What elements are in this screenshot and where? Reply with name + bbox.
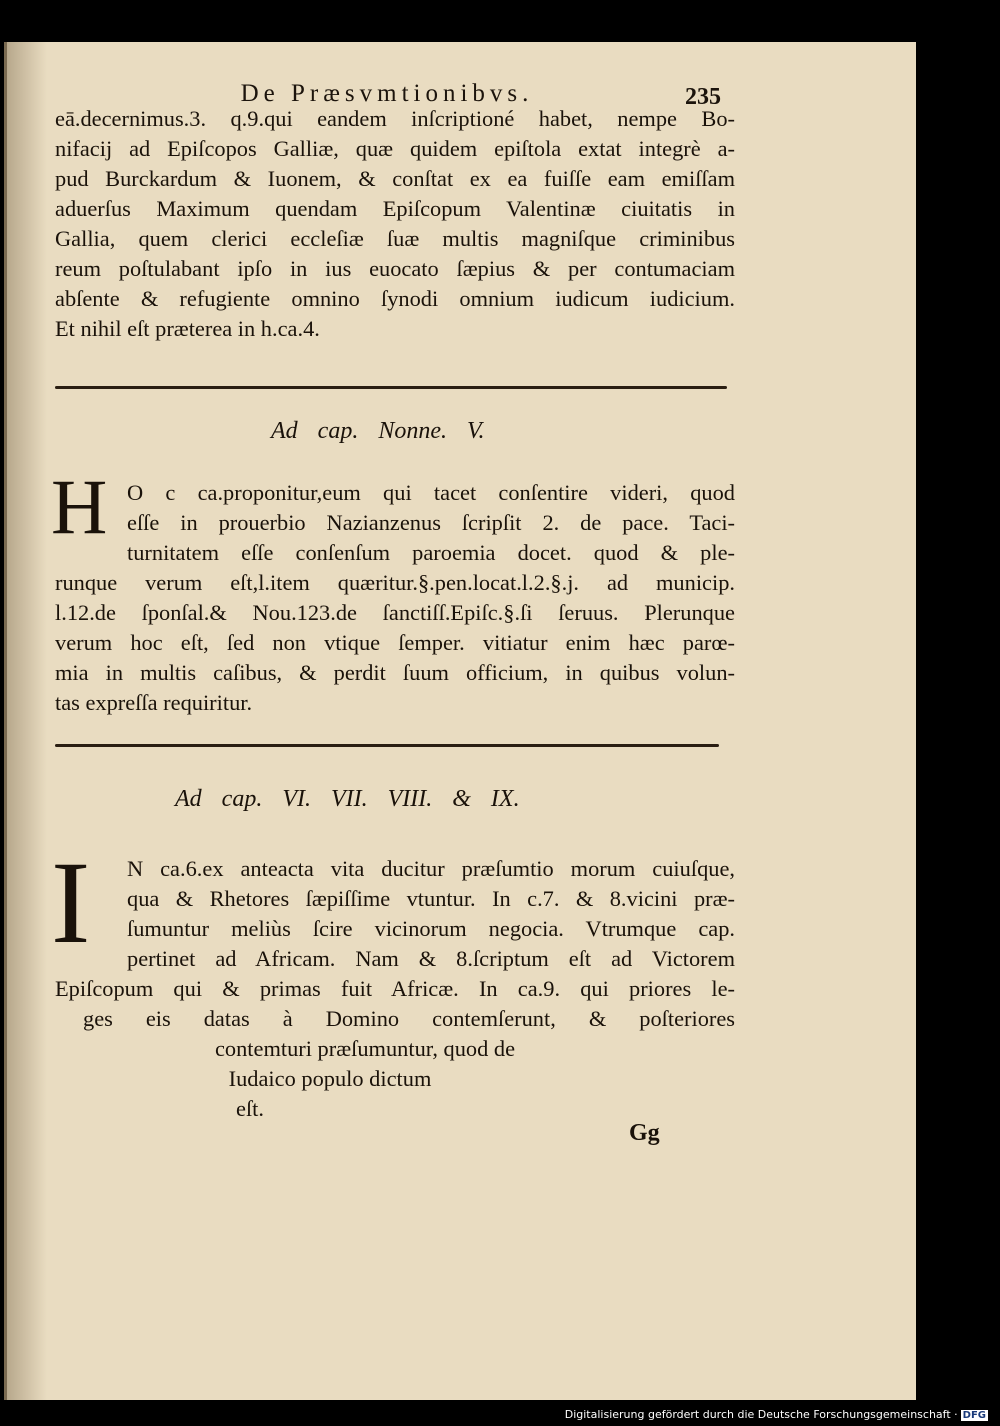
text-line: eſt. — [236, 1096, 264, 1121]
text-line: tas expreſſa requiritur. — [55, 690, 253, 715]
running-head: De Præsvmtionibvs. — [240, 80, 534, 107]
text-line: l.12.de ſponſal.& Nou.123.de ſanctiſſ.Epiſc.§.ſi ſeruus. Plerunque — [55, 600, 735, 625]
section-divider — [55, 744, 719, 747]
text-line: aduerſus Maximum quendam Epiſcopum Valentinæ ciuitatis in — [55, 196, 735, 221]
section-heading: Ad cap. Nonne. V. — [271, 418, 485, 444]
section-heading: Ad cap. VI. VII. VIII. & IX. — [175, 786, 520, 812]
paragraph-continuation — [55, 104, 735, 344]
page-number: 235 — [685, 84, 721, 110]
text-line: runque verum eſt,l.item quæritur.§.pen.locat.l.2.§.j. ad municip. — [55, 570, 735, 595]
text-line: ſumuntur meliùs ſcire vicinorum negocia. Vtrumque cap. — [127, 916, 735, 941]
credit-text: Digitalisierung gefördert durch die Deutsche Forschungsgemeinschaft · — [564, 1408, 958, 1421]
text-line: Iudaico populo dictum — [228, 1066, 432, 1091]
text-line: N ca.6.ex anteacta vita ducitur præſumtio morum cuiuſque, — [127, 856, 735, 881]
text-line: turnitatem eſſe conſenſum paroemia docet. quod & ple- — [127, 540, 735, 565]
signature-mark: Gg — [629, 1120, 660, 1146]
section-divider — [55, 386, 727, 389]
text-line: abſente & refugiente omnino ſynodi omnium iudicum iudicium. — [55, 286, 735, 311]
text-line: reum poſtulabant ipſo in ius euocato ſæpius & per contumaciam — [55, 256, 735, 281]
text-line: mia in multis caſibus, & perdit ſuum officium, in quibus volun- — [55, 660, 735, 685]
text-line: verum hoc eſt, ſed non vtique ſemper. vitiatur enim hæc parœ- — [55, 630, 735, 655]
book-page — [4, 42, 916, 1400]
text-line: pertinet ad Africam. Nam & 8.ſcriptum eſt ad Victorem — [127, 946, 735, 971]
gutter-shadow — [7, 42, 47, 1400]
dfg-logo: DFG — [962, 1410, 986, 1421]
text-line: ges eis datas à Domino contemſerunt, & poſteriores — [83, 1006, 735, 1031]
text-line: nifacij ad Epiſcopos Galliæ, quæ quidem epiſtola extat integrè a- — [55, 136, 735, 161]
text-line: qua & Rhetores ſæpiſſime vtuntur. In c.7. & 8.vicini præ- — [127, 886, 735, 911]
drop-capital: I — [51, 837, 91, 968]
text-line: contemturi præſumuntur, quod de — [214, 1036, 516, 1061]
text-line: eā.decernimus.3. q.9.qui eandem inſcriptioné habet, nempe Bo- — [55, 106, 735, 131]
text-line: Gallia, quem clerici eccleſiæ ſuæ multis magniſque criminibus — [55, 226, 735, 251]
drop-capital: H — [51, 463, 108, 550]
text-line: O c ca.proponitur,eum qui tacet conſentire videri, quod — [127, 480, 735, 505]
paragraph-nonne — [55, 478, 735, 718]
text-line: Et nihil eſt præterea in h.ca.4. — [55, 316, 320, 341]
text-line: Epiſcopum qui & primas fuit Africæ. In ca.9. qui priores le- — [55, 976, 735, 1001]
paragraph-ad-cap-vi-ix — [55, 854, 735, 1124]
text-line: eſſe in prouerbio Nazianzenus ſcripſit 2. de pace. Taci- — [127, 510, 735, 535]
digitization-credit — [565, 1408, 988, 1421]
text-line: pud Burckardum & Iuonem, & conſtat ex ea fuiſſe eam emiſſam — [55, 166, 735, 191]
